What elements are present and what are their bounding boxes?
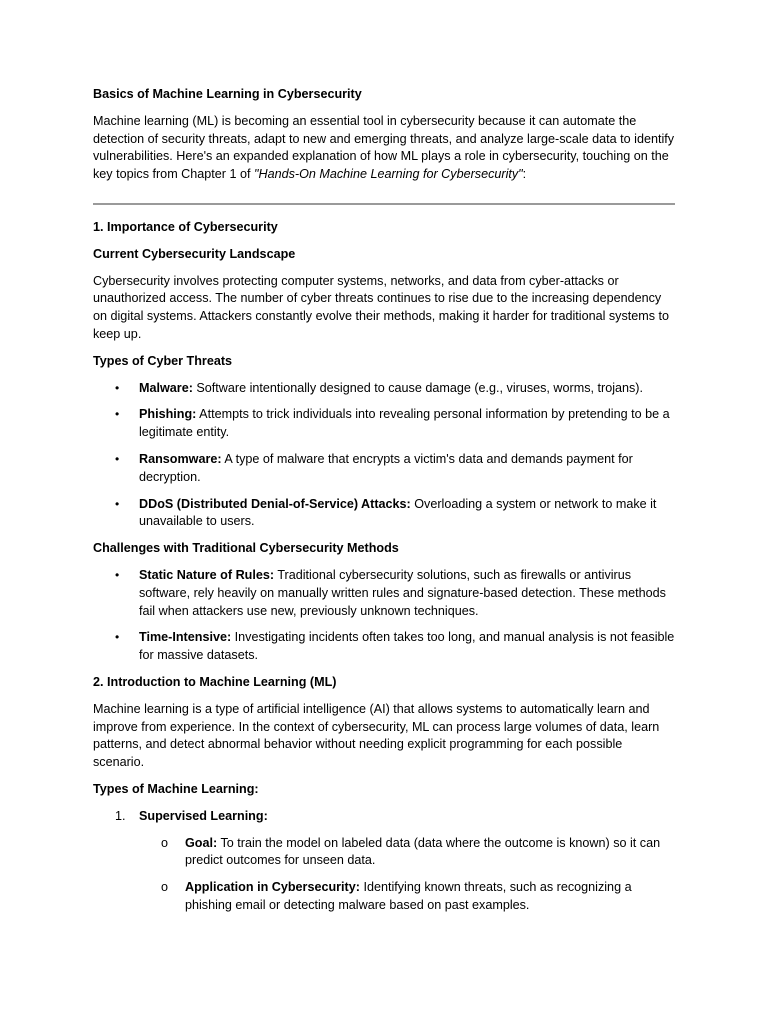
threat-desc: Attempts to trick individuals into revealing personal information by pretending to be a legitimate entity. [139, 407, 670, 440]
intro-text: Machine learning (ML) is becoming an essential tool in cybersecurity because it can automate the detection of security threats, adapt to new and emerging threats, and analyze large-scale data to identify vulnerabilities. Here's an expanded explanation of how ML plays a role in cybersecurity, touching on the key topics from Chapter 1 of [93, 113, 675, 182]
list-item [93, 879, 675, 915]
intro-paragraph [93, 113, 675, 184]
section-1-heading: 1. Importance of Cybersecurity [93, 219, 278, 234]
bullet-icon: • [115, 451, 120, 466]
threat-desc: Overloading a system or network to make it unavailable to users. [139, 496, 657, 529]
list-number: 1. [115, 808, 126, 823]
challenges-list [93, 567, 675, 665]
list-item [93, 629, 675, 665]
supervised-sublist [93, 835, 675, 915]
challenge-desc: Investigating incidents often takes too long, and manual analysis is not feasible for massive datasets. [139, 630, 675, 663]
intro-book-title: "Hands-On Machine Learning for Cybersecurity" [254, 167, 523, 182]
threat-term: Ransomware: [139, 451, 222, 466]
list-item [93, 380, 675, 398]
threats-heading: Types of Cyber Threats [93, 353, 233, 368]
document-title: Basics of Machine Learning in Cybersecurity [93, 87, 362, 101]
threats-list [93, 380, 675, 532]
intro-end: : [522, 167, 527, 182]
list-item [93, 567, 675, 620]
ml-type-label: Supervised Learning: [139, 808, 268, 823]
sub-desc: Identifying known threats, such as recognizing a phishing email or detecting malware based on past examples. [185, 880, 632, 912]
challenge-term: Time-Intensive: [139, 630, 232, 645]
challenge-term: Static Nature of Rules: [139, 567, 275, 582]
circle-bullet-icon: o [161, 835, 169, 850]
landscape-heading: Current Cybersecurity Landscape [93, 246, 296, 261]
list-item [93, 808, 675, 826]
sub-term: Goal: [185, 835, 218, 850]
sub-desc: To train the model on labeled data (data where the outcome is known) so it can predict outcomes for unseen data. [185, 835, 661, 868]
bullet-icon: • [115, 630, 120, 645]
threat-term: Malware: [139, 380, 193, 395]
section-2-heading: 2. Introduction to Machine Learning (ML) [93, 674, 337, 689]
bullet-icon: • [115, 567, 120, 582]
threat-term: DDoS (Distributed Denial-of-Service) Attacks: [139, 496, 411, 511]
list-item [93, 496, 675, 532]
list-item [93, 835, 675, 871]
horizontal-rule [93, 203, 675, 205]
list-item [93, 406, 675, 442]
ml-paragraph: Machine learning is a type of artificial intelligence (AI) that allows systems to automatically learn and improve from experience. In the context of cybersecurity, ML can process large volumes of data, learn patterns, and detect abnormal behavior without needing explicit programming for each possible scenario. [93, 701, 660, 770]
ml-types-list [93, 808, 675, 826]
bullet-icon: • [115, 407, 120, 422]
ml-types-heading: Types of Machine Learning: [93, 781, 259, 796]
bullet-icon: • [115, 496, 120, 511]
circle-bullet-icon: o [161, 880, 169, 895]
list-item [93, 451, 675, 487]
landscape-paragraph: Cybersecurity involves protecting computer systems, networks, and data from cyber-attacks or unauthorized access. The number of cyber threats continues to rise due to the increasing dependency on digital systems. Attackers constantly evolve their methods, making it harder for traditional systems to keep up. [93, 273, 670, 341]
threat-term: Phishing: [139, 407, 197, 422]
challenge-desc: Traditional cybersecurity solutions, such as firewalls or antivirus software, rely heavily on manually written rules and signature-based detection. These methods fail when attackers use new, previously unknown techniques. [139, 567, 666, 618]
threat-desc: Software intentionally designed to cause damage (e.g., viruses, worms, trojans). [192, 380, 644, 395]
bullet-icon: • [115, 380, 120, 395]
challenges-heading: Challenges with Traditional Cybersecurity Methods [93, 541, 399, 556]
threat-desc: A type of malware that encrypts a victim's data and demands payment for decryption. [139, 451, 633, 484]
sub-term: Application in Cybersecurity: [185, 880, 360, 895]
